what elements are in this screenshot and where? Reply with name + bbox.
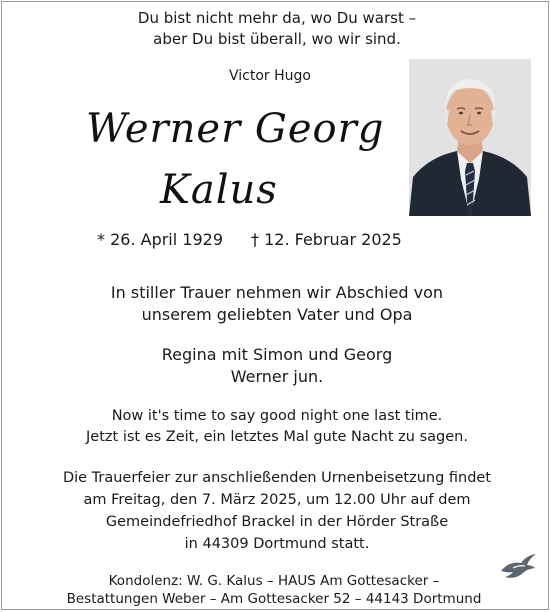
condolence-line-1: Kondolenz: W. G. Kalus – HAUS Am Gottesacker – (108, 573, 440, 589)
death-date: † 12. Februar 2025 (251, 230, 402, 249)
poem-line-2: aber Du bist überall, wo wir sind. (153, 30, 401, 48)
portrait-photo (409, 59, 531, 216)
mourning-text (17, 282, 537, 326)
condolence-line-2: Bestattungen Weber – Am Gottesacker 52 – 44143 Dortmund (66, 591, 482, 607)
poem-author: Victor Hugo (229, 68, 311, 84)
life-dates (97, 229, 402, 251)
family-line-2: Werner jun. (230, 367, 324, 386)
condolence-info (14, 572, 534, 608)
mourning-line-2: unserem geliebten Vater und Opa (141, 305, 413, 324)
service-line-3: Gemeindefriedhof Brackel in der Hörder Straße (105, 514, 449, 530)
quote-line-1: Now it's time to say good night one last time. (111, 408, 443, 424)
farewell-quote (17, 406, 537, 448)
portrait-illustration (409, 59, 531, 216)
deceased-first-name: Werner Georg (86, 106, 385, 152)
poem (17, 8, 537, 50)
family-names (17, 344, 537, 388)
service-line-1: Die Trauerfeier zur anschließenden Urnenbeisetzung findet (62, 470, 492, 486)
service-line-4: in 44309 Dortmund statt. (184, 536, 370, 552)
service-line-2: am Freitag, den 7. März 2025, um 12.00 Uhr auf dem (83, 492, 471, 508)
deceased-last-name: Kalus (160, 167, 278, 213)
family-line-1: Regina mit Simon und Georg (161, 345, 393, 364)
obituary-notice (1, 1, 549, 610)
quote-line-2: Jetzt ist es Zeit, ein letztes Mal gute Nacht zu sagen. (86, 429, 468, 445)
birth-date: * 26. April 1929 (97, 230, 223, 249)
mourning-line-1: In stiller Trauer nehmen wir Abschied von (110, 283, 444, 302)
poem-line-1: Du bist nicht mehr da, wo Du warst – (137, 9, 417, 27)
service-details (17, 467, 537, 555)
